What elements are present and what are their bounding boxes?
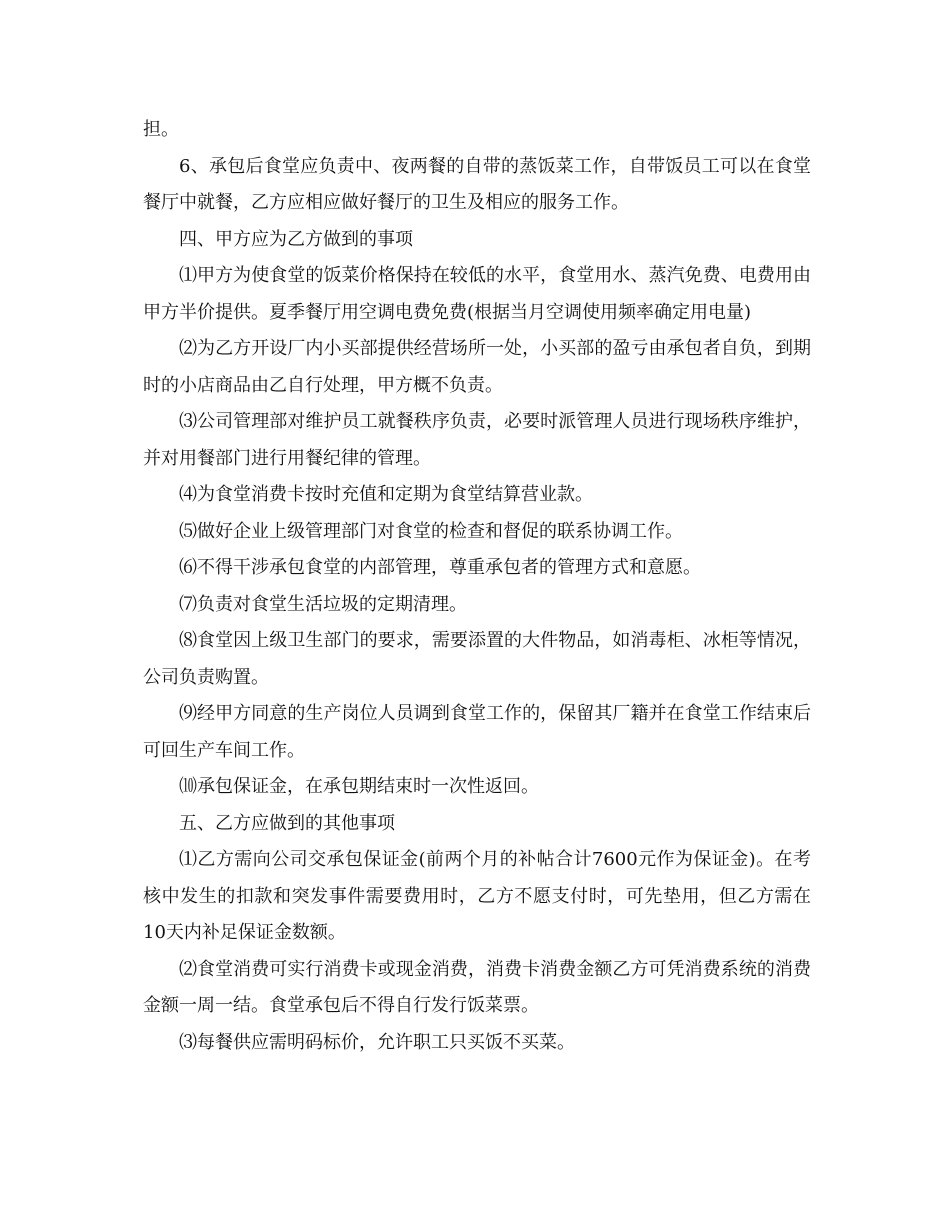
paragraph: 担。 [143, 119, 179, 140]
paragraph: ⑹不得干涉承包食堂的内部管理，尊重承包者的管理方式和意愿。 [179, 557, 701, 578]
paragraph: ⑶公司管理部对维护员工就餐秩序负责，必要时派管理人员进行现场秩序维护，并对用餐部门进行用餐纪律的管理。 [143, 411, 811, 469]
paragraph: ⑸做好企业上级管理部门对食堂的检查和督促的联系协调工作。 [179, 520, 683, 542]
paragraph: ⑵食堂消费可实行消费卡或现金消费，消费卡消费金额乙方可凭消费系统的消费金额一周一结。食堂承包后不得自行发行饭菜票。 [143, 958, 811, 1016]
paragraph: ⑴甲方为使食堂的饭菜价格保持在较低的水平，食堂用水、蒸汽免费、电费用由甲方半价提供。夏季餐厅用空调电费免费(根据当月空调使用频率确定用电量) [143, 265, 811, 323]
paragraph: ⑴乙方需向公司交承包保证金(前两个月的补帖合计7600元作为保证金)。在考核中发生的扣款和突发事件需要费用时，乙方不愿支付时，可先垫用，但乙方需在10天内补足保证金数额。 [143, 849, 811, 943]
paragraph: ⑻食堂因上级卫生部门的要求，需要添置的大件物品，如消毒柜、冰柜等情况，公司负责购置。 [143, 630, 811, 688]
paragraph: ⑺负责对食堂生活垃圾的定期清理。 [179, 593, 467, 615]
paragraph: ⑵为乙方开设厂内小买部提供经营场所一处，小买部的盈亏由承包者自负，到期时的小店商品由乙自行处理，甲方概不负责。 [143, 338, 811, 396]
section-heading: 五、乙方应做到的其他事项 [179, 812, 395, 834]
section-heading: 四、甲方应为乙方做到的事项 [179, 228, 413, 250]
paragraph: ⑷为食堂消费卡按时充值和定期为食堂结算营业款。 [179, 484, 593, 505]
paragraph: ⑽承包保证金，在承包期结束时一次性返回。 [179, 776, 539, 797]
document-body [143, 112, 811, 1061]
paragraph: ⑶每餐供应需明码标价，允许职工只买饭不买菜。 [179, 1031, 575, 1053]
paragraph: ⑼经甲方同意的生产岗位人员调到食堂工作的，保留其厂籍并在食堂工作结束后可回生产车间工作。 [143, 703, 811, 761]
paragraph: 6、承包后食堂应负责中、夜两餐的自带的蒸饭菜工作，自带饭员工可以在食堂餐厅中就餐，乙方应相应做好餐厅的卫生及相应的服务工作。 [143, 155, 811, 213]
